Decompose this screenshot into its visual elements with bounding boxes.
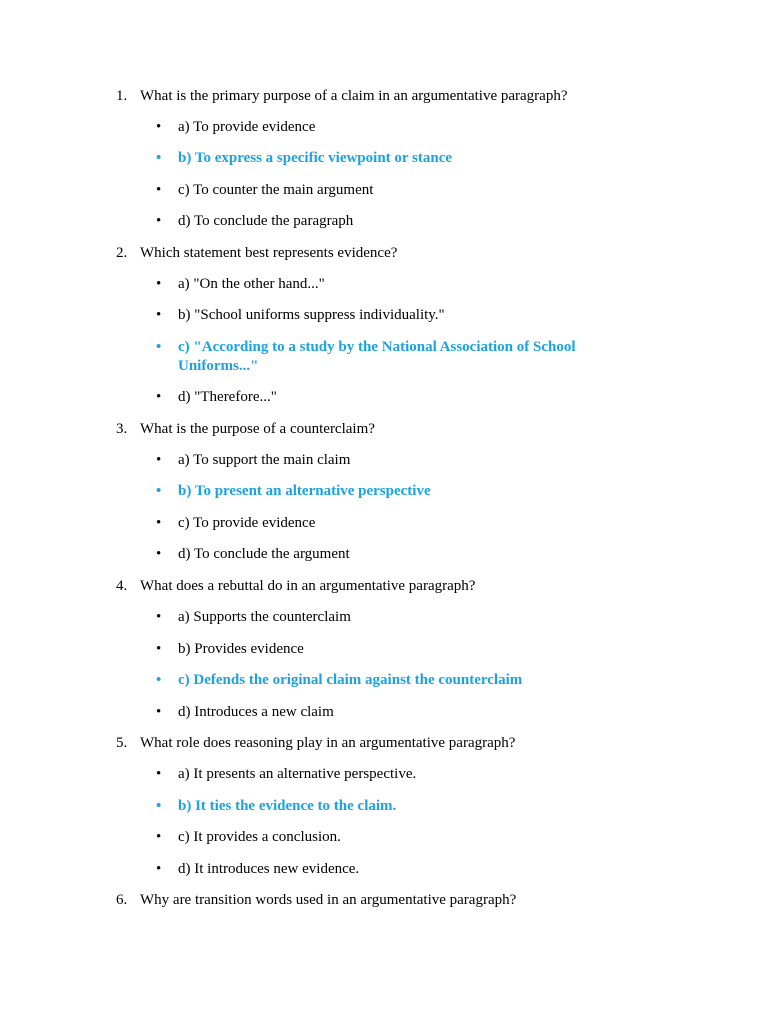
option-text: b) Provides evidence xyxy=(178,641,304,657)
option-text: d) To conclude the argument xyxy=(178,546,350,562)
option-5b-correct xyxy=(156,797,608,816)
option-text: a) Supports the counterclaim xyxy=(178,609,351,625)
bullet-icon: • xyxy=(156,119,162,135)
option-text: c) To counter the main argument xyxy=(178,182,374,198)
option-text: d) "Therefore..." xyxy=(178,389,277,405)
bullet-icon: • xyxy=(156,339,162,355)
option-text: a) To support the main claim xyxy=(178,452,351,468)
option-1c xyxy=(156,181,608,200)
option-text: c) It provides a conclusion. xyxy=(178,829,341,845)
bullet-icon: • xyxy=(156,452,162,468)
option-3c xyxy=(156,514,608,533)
bullet-icon: • xyxy=(156,546,162,562)
option-5d xyxy=(156,860,608,879)
bullet-icon: • xyxy=(156,704,162,720)
option-text: a) It presents an alternative perspective. xyxy=(178,766,417,782)
question-text: What is the purpose of a counterclaim? xyxy=(140,421,375,437)
option-4a xyxy=(156,608,608,627)
option-2d xyxy=(156,388,608,407)
bullet-icon: • xyxy=(156,276,162,292)
option-4c-correct xyxy=(156,671,608,690)
bullet-icon: • xyxy=(156,150,162,166)
question-text: What role does reasoning play in an argumentative paragraph? xyxy=(140,735,516,751)
bullet-icon: • xyxy=(156,861,162,877)
question-number: 6. xyxy=(116,892,128,908)
question-text: Why are transition words used in an argumentative paragraph? xyxy=(140,892,517,908)
option-text: c) Defends the original claim against the counterclaim xyxy=(178,672,523,688)
question-number: 3. xyxy=(116,421,128,437)
bullet-icon: • xyxy=(156,182,162,198)
option-3d xyxy=(156,545,608,564)
bullet-icon: • xyxy=(156,389,162,405)
option-3b-correct xyxy=(156,482,608,501)
bullet-icon: • xyxy=(156,515,162,531)
question-number: 4. xyxy=(116,578,128,594)
question-number: 2. xyxy=(116,245,128,261)
option-4d xyxy=(156,703,608,722)
option-text: b) It ties the evidence to the claim. xyxy=(178,798,397,814)
option-text: a) "On the other hand..." xyxy=(178,276,325,292)
bullet-icon: • xyxy=(156,609,162,625)
question-number: 1. xyxy=(116,88,128,104)
option-1a xyxy=(156,118,608,137)
option-5c xyxy=(156,828,608,847)
option-2b xyxy=(156,306,608,325)
option-text: d) To conclude the paragraph xyxy=(178,213,354,229)
option-2a xyxy=(156,275,608,294)
bullet-icon: • xyxy=(156,307,162,323)
question-text: Which statement best represents evidence? xyxy=(140,245,398,261)
bullet-icon: • xyxy=(156,483,162,499)
option-text: d) Introduces a new claim xyxy=(178,704,334,720)
bullet-icon: • xyxy=(156,829,162,845)
option-5a xyxy=(156,765,608,784)
question-number: 5. xyxy=(116,735,128,751)
option-text: b) To express a specific viewpoint or stance xyxy=(178,150,453,166)
option-text: c) To provide evidence xyxy=(178,515,316,531)
bullet-icon: • xyxy=(156,766,162,782)
bullet-icon: • xyxy=(156,798,162,814)
option-3a xyxy=(156,451,608,470)
question-text: What is the primary purpose of a claim in an argumentative paragraph? xyxy=(140,88,568,104)
option-1d xyxy=(156,212,608,231)
bullet-icon: • xyxy=(156,672,162,688)
question-text: What does a rebuttal do in an argumentative paragraph? xyxy=(140,578,476,594)
bullet-icon: • xyxy=(156,641,162,657)
bullet-icon: • xyxy=(156,213,162,229)
option-text: c) "According to a study by the National Association of School Uniforms..." xyxy=(178,339,576,374)
option-text: d) It introduces new evidence. xyxy=(178,861,360,877)
option-1b-correct xyxy=(156,149,608,168)
option-text: a) To provide evidence xyxy=(178,119,316,135)
option-2c-correct xyxy=(156,338,608,376)
option-text: b) "School uniforms suppress individuality." xyxy=(178,307,445,323)
option-text: b) To present an alternative perspective xyxy=(178,483,431,499)
option-4b xyxy=(156,640,608,659)
